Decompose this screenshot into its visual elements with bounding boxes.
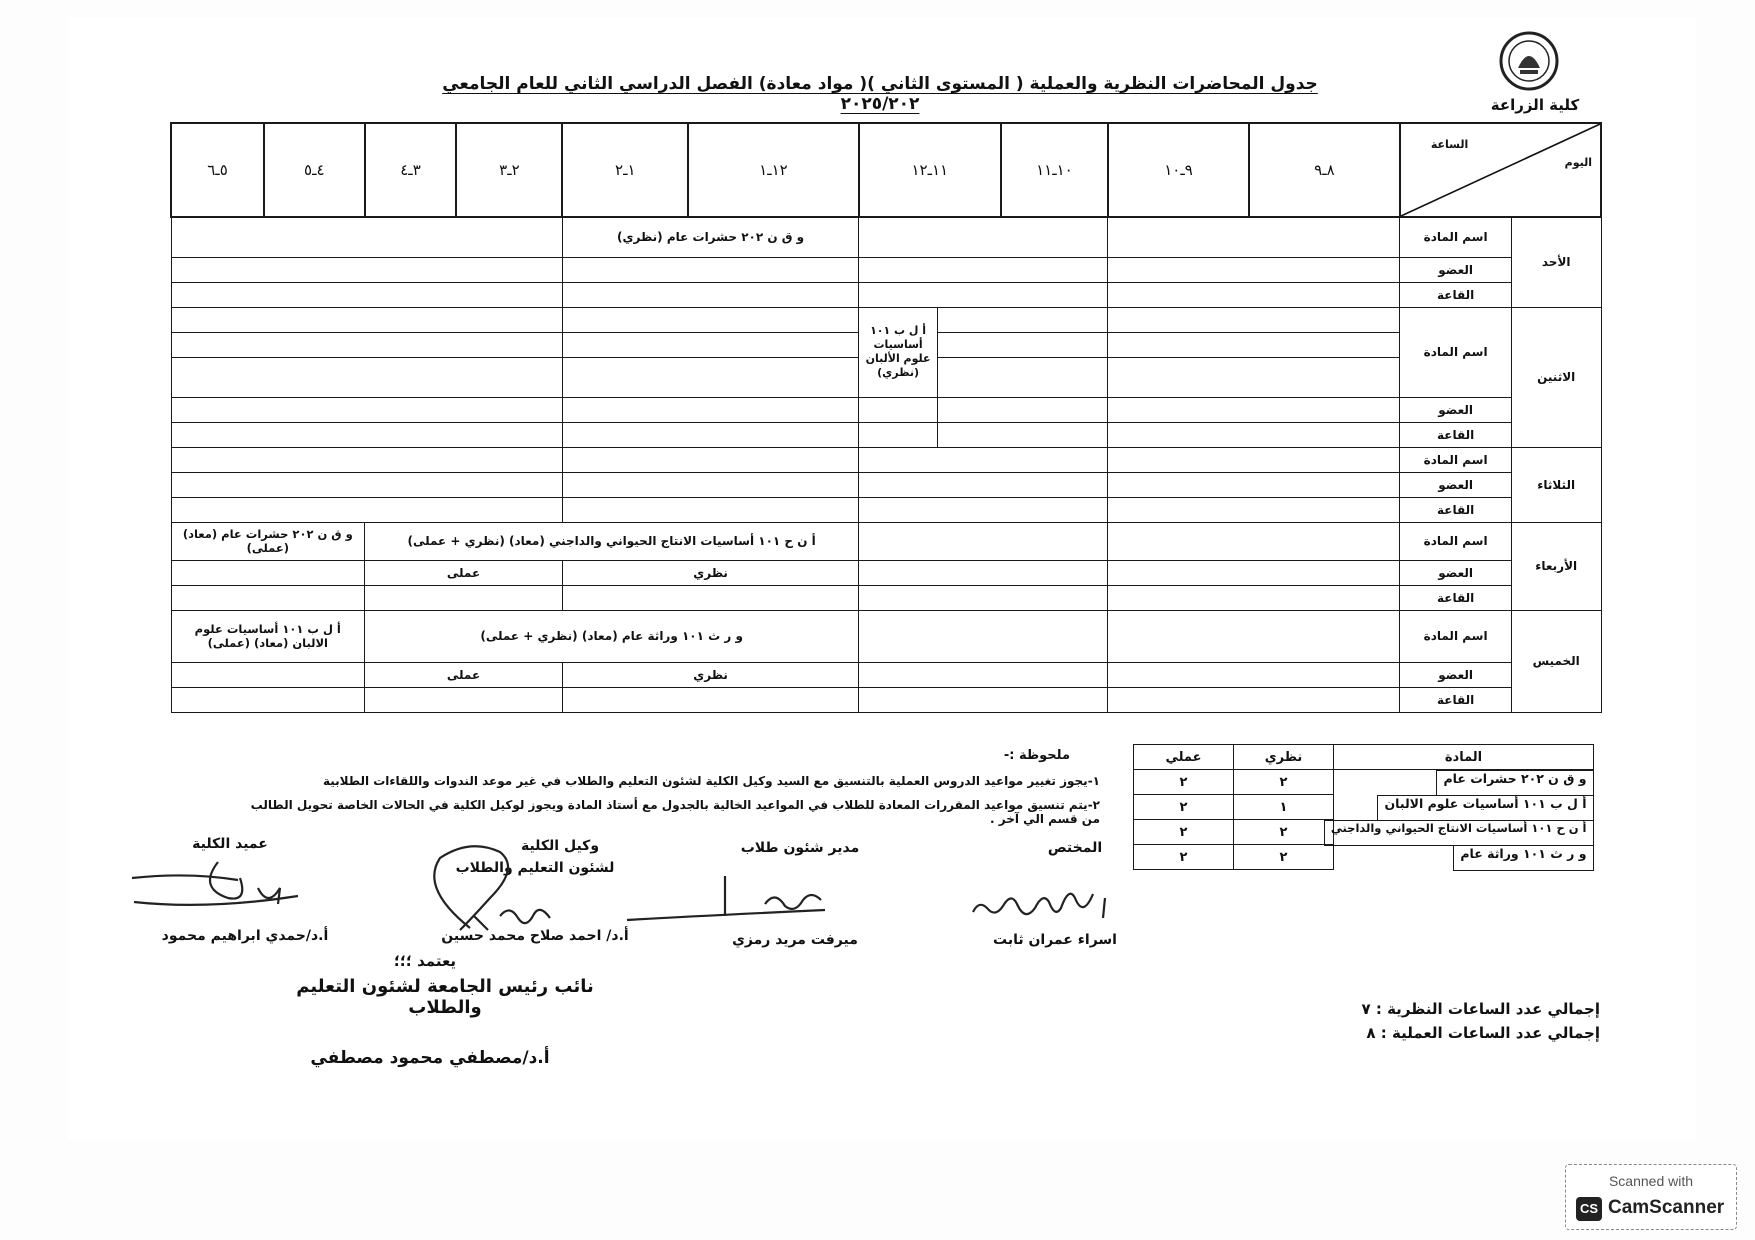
specialist-role: المختص	[1047, 840, 1103, 856]
camscanner-watermark: Scanned with CS CamScanner	[1565, 1164, 1737, 1230]
row-label-hall: القاعة	[1400, 422, 1512, 447]
student-affairs-signature	[625, 870, 845, 930]
vice-dean-role: وكيل الكلية	[520, 838, 600, 854]
hour-header: ١١ـ١٢	[859, 123, 1001, 217]
university-logo	[1498, 30, 1560, 92]
row-label-member: العضو	[1400, 560, 1512, 585]
vice-dean-role-sub: لشئون التعليم والطلاب	[455, 860, 615, 876]
hour-header: ١٢ـ١	[688, 123, 859, 217]
row-label-subject: اسم المادة	[1400, 522, 1512, 560]
note-item: ٢-يتم تنسيق مواعيد المقررات المعادة للطلاب في المواعيد الخالية بالجدول مع أستاذ المادة ويجوز لوكيل الكلية في الحالات الخاصة تحويل الطالب من قسم الي آخر .	[250, 798, 1100, 826]
table-corner-header	[1400, 123, 1601, 217]
table-row: أ ل ب ١٠١ أساسيات علوم الالبان ١ ٢	[1134, 795, 1594, 820]
student-affairs-role: مدير شئون طلاب	[740, 840, 860, 856]
vice-dean-signature	[410, 838, 560, 938]
row-label-subject: اسم المادة	[1400, 307, 1512, 397]
specialist-name: اسراء عمران ثابت	[993, 932, 1117, 948]
faculty-name: كلية الزراعة	[1490, 96, 1580, 114]
schedule-entry: و ق ن ٢٠٢ حشرات عام (معاد)(عملى)	[171, 522, 365, 560]
vice-dean-name: أ.د/ احمد صلاح محمد حسين	[441, 928, 629, 944]
row-label-member: العضو	[1400, 662, 1512, 687]
day-monday: الاثنين	[1511, 307, 1601, 447]
total-theory-hours: إجمالي عدد الساعات النظرية : ٧	[1361, 1000, 1600, 1018]
schedule-entry: أ ل ب ١٠١ أساسيات علوم الألبان (نظري)	[859, 307, 938, 397]
hour-header: ٥ـ٦	[171, 123, 264, 217]
approval-name: أ.د/مصطفي محمود مصطفي	[310, 1048, 550, 1068]
hour-header: ١٠ـ١١	[1001, 123, 1108, 217]
page-title: جدول المحاضرات النظرية والعملية ( المستوى الثاني )( مواد معادة) الفصل الدراسي الثاني للعام الجامعي ٢٠٢٥/٢٠٢	[442, 74, 1318, 114]
note-item: ١-يجوز تغيير مواعيد الدروس العملية بالتنسيق مع السيد وكيل الكلية لشئون التعليم والطلاب في غير موعد الندوات واللقاءات الطلابية	[322, 774, 1100, 788]
schedule-entry: و ر ث ١٠١ وراثة عام (معاد) (نظري + عملى)	[365, 610, 859, 662]
summary-header: عملي	[1134, 745, 1234, 770]
row-label-hall: القاعة	[1400, 585, 1512, 610]
row-label-hall: القاعة	[1400, 282, 1512, 307]
row-label-member: العضو	[1400, 472, 1512, 497]
camscanner-logo-icon: CS	[1576, 1197, 1602, 1221]
notes-title: ملحوظة :-	[1003, 748, 1070, 763]
practical-label: عملى	[365, 560, 563, 585]
schedule-entry: و ق ن ٢٠٢ حشرات عام (نظري)	[562, 217, 858, 257]
theory-label: نظري	[562, 560, 858, 585]
table-row: و ر ث ١٠١ وراثة عام ٢ ٢	[1134, 845, 1594, 870]
theory-label: نظري	[562, 662, 858, 687]
total-practical-hours: إجمالي عدد الساعات العملية : ٨	[1366, 1024, 1600, 1042]
approval-label: يعتمد ؛؛؛	[393, 952, 457, 970]
dean-signature	[128, 858, 308, 918]
cell	[1108, 217, 1400, 257]
hour-header: ٤ـ٥	[264, 123, 365, 217]
hour-header: ١ـ٢	[562, 123, 688, 217]
hour-header: ٨ـ٩	[1249, 123, 1400, 217]
summary-header: نظري	[1234, 745, 1334, 770]
cell	[171, 217, 562, 257]
dean-role: عميد الكلية	[192, 836, 268, 852]
hours-summary-table	[1133, 744, 1594, 870]
cell	[859, 217, 1108, 257]
corner-hour-label: الساعة	[1430, 138, 1469, 151]
row-label-subject: اسم المادة	[1400, 610, 1512, 662]
corner-day-label: اليوم	[1564, 156, 1592, 169]
row-label-hall: القاعة	[1400, 687, 1512, 712]
summary-header: المادة	[1334, 745, 1594, 770]
schedule-entry: أ ن ح ١٠١ أساسيات الانتاج الحيواني والداجني (معاد) (نظري + عملى)	[365, 522, 859, 560]
table-row: و ق ن ٢٠٢ حشرات عام ٢ ٢	[1134, 770, 1594, 795]
hour-header: ٢ـ٣	[456, 123, 562, 217]
approval-position: نائب رئيس الجامعة لشئون التعليم والطلاب	[296, 976, 594, 1018]
row-label-subject: اسم المادة	[1400, 217, 1512, 257]
student-affairs-name: ميرفت مريد رمزي	[732, 932, 858, 948]
schedule-entry: أ ل ب ١٠١ أساسيات علوم الالبان (معاد) (عملى)	[171, 610, 365, 662]
row-label-member: العضو	[1400, 397, 1512, 422]
row-label-hall: القاعة	[1400, 497, 1512, 522]
schedule-table	[170, 122, 1602, 713]
day-tuesday: الثلاثاء	[1511, 447, 1601, 522]
hour-header: ٣ـ٤	[365, 123, 457, 217]
row-label-member: العضو	[1400, 257, 1512, 282]
practical-label: عملى	[365, 662, 563, 687]
day-sunday: الأحد	[1511, 217, 1601, 307]
table-row: أ ن ح ١٠١ أساسيات الانتاج الحيواني والداجني ٢ ٢	[1134, 820, 1594, 845]
hour-header: ٩ـ١٠	[1108, 123, 1249, 217]
day-wednesday: الأربعاء	[1511, 522, 1601, 610]
specialist-signature	[965, 878, 1115, 928]
row-label-subject: اسم المادة	[1400, 447, 1512, 472]
day-thursday: الخميس	[1511, 610, 1601, 712]
dean-name: أ.د/حمدي ابراهيم محمود	[161, 928, 329, 944]
